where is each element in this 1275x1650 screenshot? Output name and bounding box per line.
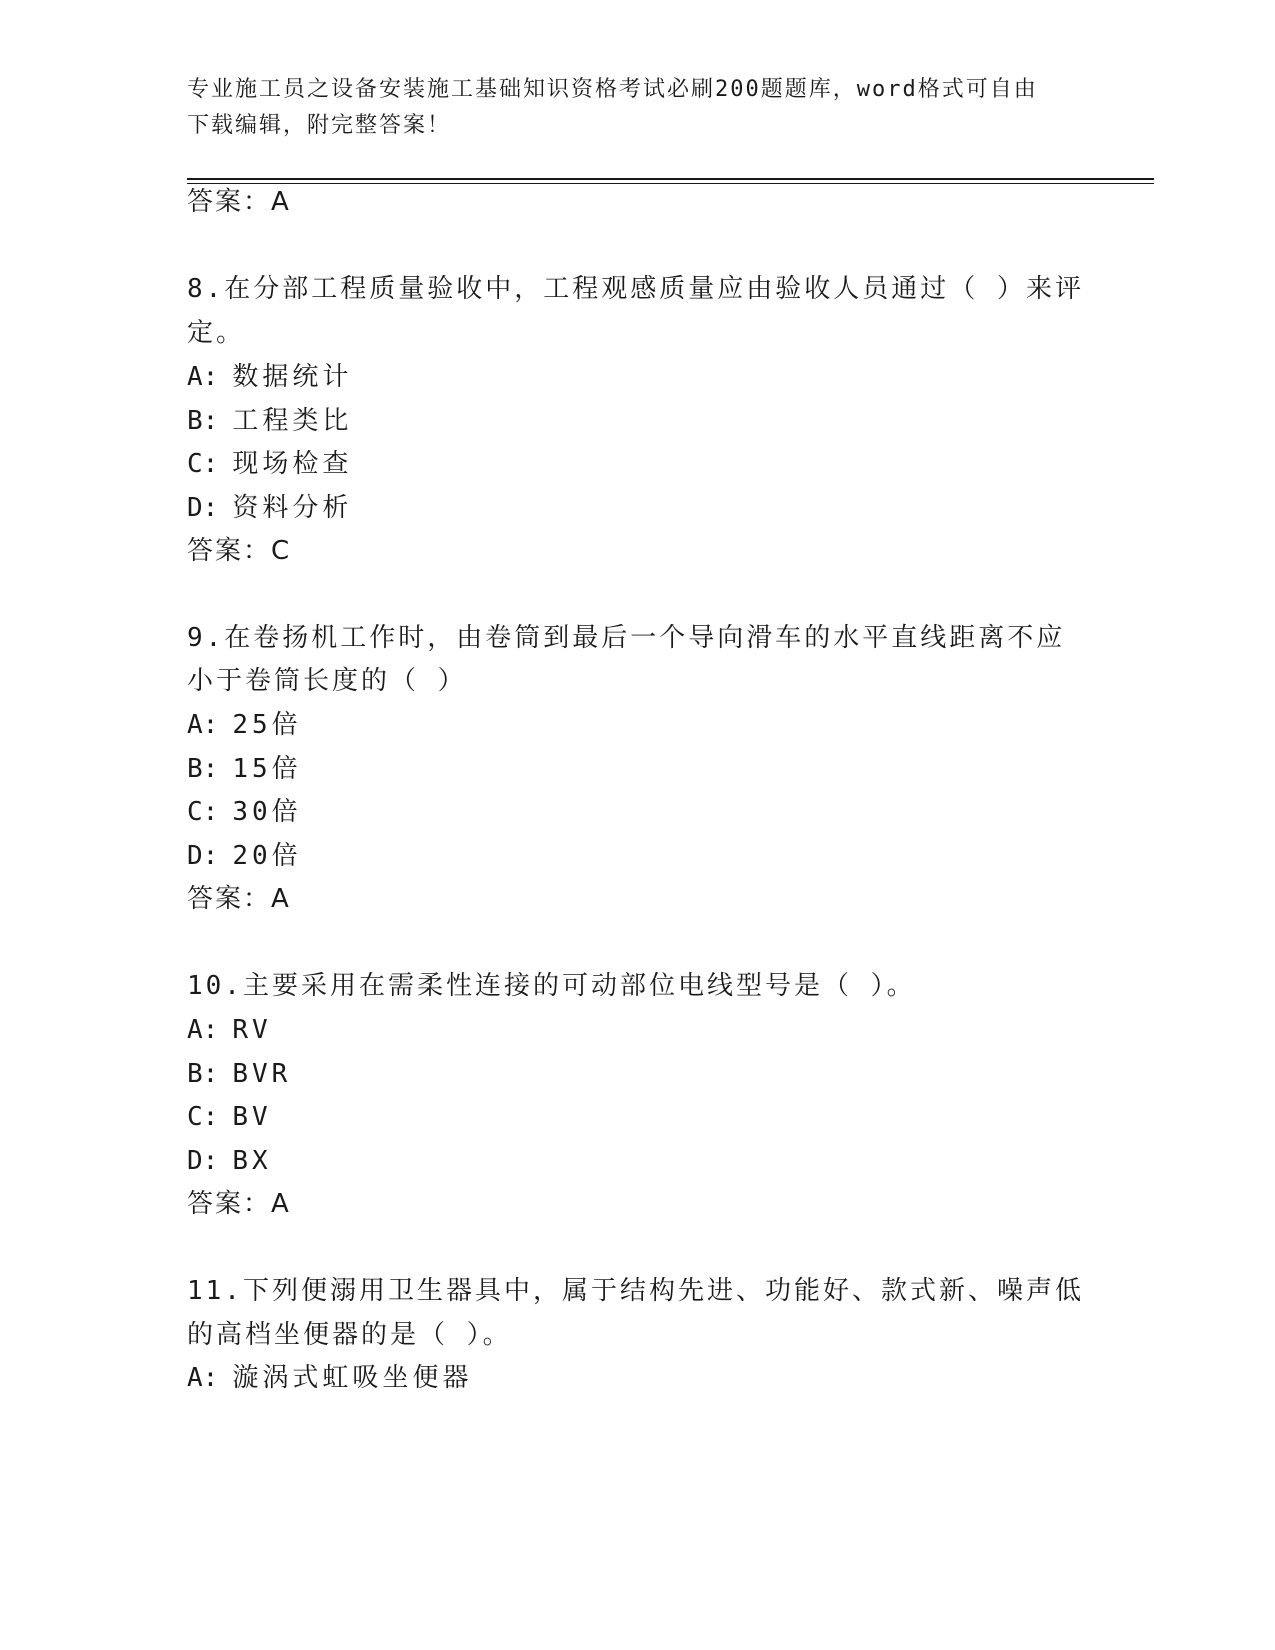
question-9-option-d bbox=[187, 840, 302, 872]
option-text: 工程类比 bbox=[232, 406, 353, 436]
header-line-1: 专业施工员之设备安装施工基础知识资格考试必刷200题题库，word格式可自由 bbox=[187, 77, 1038, 102]
question-8-answer: 答案：C bbox=[187, 536, 292, 566]
question-10-stem-1: 10.主要采用在需柔性连接的可动部位电线型号是（ ）。 bbox=[187, 971, 916, 1001]
option-text: 20倍 bbox=[232, 841, 302, 871]
document-header bbox=[187, 72, 1067, 144]
option-label: D: bbox=[187, 1146, 219, 1176]
option-text: BV bbox=[232, 1102, 272, 1132]
question-11-option-a bbox=[187, 1362, 472, 1394]
option-label: A: bbox=[187, 362, 219, 392]
question-11-stem-1: 11.下列便溺用卫生器具中，属于结构先进、功能好、款式新、噪声低 bbox=[187, 1276, 1084, 1306]
option-label: A: bbox=[187, 1363, 219, 1393]
question-10-answer: 答案：A bbox=[187, 1189, 291, 1219]
option-text: BX bbox=[232, 1146, 272, 1176]
question-9-stem-2: 小于卷筒长度的（ ） bbox=[187, 666, 467, 696]
question-10-option-d bbox=[187, 1145, 272, 1177]
question-8-option-a bbox=[187, 361, 352, 393]
option-label: B: bbox=[187, 1059, 219, 1089]
option-label: C: bbox=[187, 797, 219, 827]
option-label: D: bbox=[187, 493, 219, 523]
question-8-stem-2: 定。 bbox=[187, 318, 246, 348]
option-text: 25倍 bbox=[232, 710, 302, 740]
option-text: BVR bbox=[232, 1059, 292, 1089]
question-9-option-a bbox=[187, 709, 302, 741]
option-text: 15倍 bbox=[232, 754, 302, 784]
option-text: 数据统计 bbox=[232, 362, 353, 392]
question-8-option-d bbox=[187, 492, 352, 524]
question-8-option-b bbox=[187, 405, 352, 437]
option-label: C: bbox=[187, 449, 219, 479]
question-10-option-a bbox=[187, 1014, 272, 1046]
question-9-option-b bbox=[187, 753, 302, 785]
option-label: A: bbox=[187, 710, 219, 740]
option-label: B: bbox=[187, 406, 219, 436]
option-label: C: bbox=[187, 1102, 219, 1132]
header-divider-thin bbox=[187, 183, 1154, 184]
option-text: 现场检查 bbox=[232, 449, 353, 479]
question-9-option-c bbox=[187, 796, 302, 828]
option-label: A: bbox=[187, 1015, 219, 1045]
question-10-option-c bbox=[187, 1101, 272, 1133]
option-text: 资料分析 bbox=[232, 493, 353, 523]
question-9-answer: 答案：A bbox=[187, 884, 291, 914]
question-9-stem-1: 9.在卷扬机工作时，由卷筒到最后一个导向滑车的水平直线距离不应 bbox=[187, 623, 1066, 653]
question-8-option-c bbox=[187, 448, 352, 480]
question-8-stem-1: 8.在分部工程质量验收中，工程观感质量应由验收人员通过（ ）来评 bbox=[187, 274, 1084, 304]
option-text: RV bbox=[232, 1015, 272, 1045]
option-text: 漩涡式虹吸坐便器 bbox=[232, 1363, 473, 1393]
answer-prev: 答案：A bbox=[187, 187, 291, 217]
option-text: 30倍 bbox=[232, 797, 302, 827]
option-label: D: bbox=[187, 841, 219, 871]
option-label: B: bbox=[187, 754, 219, 784]
question-11-stem-2: 的高档坐便器的是（ ）。 bbox=[187, 1320, 512, 1350]
question-10-option-b bbox=[187, 1058, 291, 1090]
header-line-2: 下载编辑，附完整答案！ bbox=[187, 113, 452, 138]
header-divider bbox=[187, 178, 1154, 180]
